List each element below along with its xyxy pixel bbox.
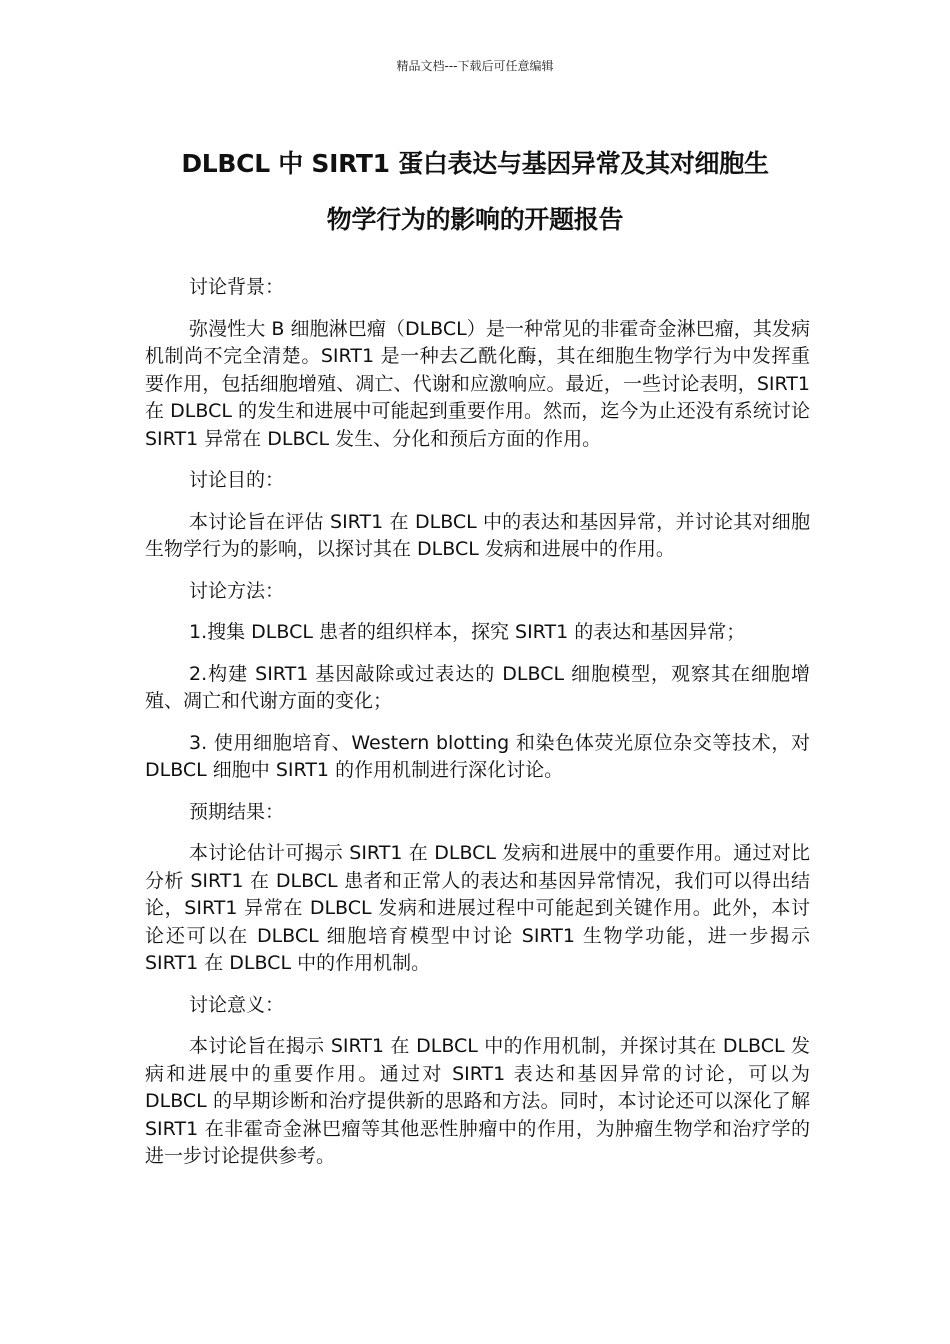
title-line-1: DLBCL 中 SIRT1 蛋白表达与基因异常及其对细胞生 [181,149,769,178]
method-item-2: 2.构建 SIRT1 基因敲除或过表达的 DLBCL 细胞模型，观察其在细胞增殖、凋亡和代谢方面的变化； [145,662,810,712]
section-heading-significance: 讨论意义： [189,993,285,1016]
section-heading-background: 讨论背景： [189,276,285,298]
document-body [145,274,810,1185]
section-heading-purpose: 讨论目的： [189,469,285,491]
section-body-background: 弥漫性大 B 细胞淋巴瘤（DLBCL）是一种常见的非霍奇金淋巴瘤，其发病机制尚不完全清楚。SIRT1 是一种去乙酰化酶，其在细胞生物学行为中发挥重要作用，包括细胞增殖、凋亡、代谢和应激响应。最近，一些讨论表明，SIRT1 在 DLBCL 的发生和进展中可能起到重要作用。然而，迄今为止还没有系统讨论 SIRT1 异常在 DLBCL 发生、分化和预后方面的作用。 [145,317,810,450]
section-body-expected: 本讨论估计可揭示 SIRT1 在 DLBCL 发病和进展中的重要作用。通过对比分析 SIRT1 在 DLBCL 患者和正常人的表达和基因异常情况，我们可以得出结论，SIRT1 异常在 DLBCL 发病和进展过程中可能起到关键作用。此外，本讨论还可以在 DLBCL 细胞培育模型中讨论 SIRT1 生物学功能，进一步揭示 SIRT1 在 DLBCL 中的作用机制。 [145,842,810,974]
section-body-significance: 本讨论旨在揭示 SIRT1 在 DLBCL 中的作用机制，并探讨其在 DLBCL 发病和进展中的重要作用。通过对 SIRT1 表达和基因异常的讨论，可以为 DLBCL 的早期诊断和治疗提供新的思路和方法。同时，本讨论还可以深化了解 SIRT1 在非霍奇金淋巴瘤等其他恶性肿瘤中的作用，为肿瘤生物学和治疗学的进一步讨论提供参考。 [145,1035,810,1167]
method-item-3: 3. 使用细胞培育、Western blotting 和染色体荧光原位杂交等技术，对 DLBCL 细胞中 SIRT1 的作用机制进行深化讨论。 [145,731,810,781]
section-heading-expected: 预期结果： [189,800,285,823]
section-body-purpose: 本讨论旨在评估 SIRT1 在 DLBCL 中的表达和基因异常，并讨论其对细胞生物学行为的影响，以探讨其在 DLBCL 发病和进展中的作用。 [145,510,810,560]
section-heading-methods: 讨论方法： [189,579,285,602]
document-title [120,136,830,248]
title-line-2: 物学行为的影响的开题报告 [326,205,624,234]
header-note: 精品文档---下载后可任意编辑 [396,59,554,73]
method-item-1: 1.搜集 DLBCL 患者的组织样本，探究 SIRT1 的表达和基因异常； [189,621,746,643]
